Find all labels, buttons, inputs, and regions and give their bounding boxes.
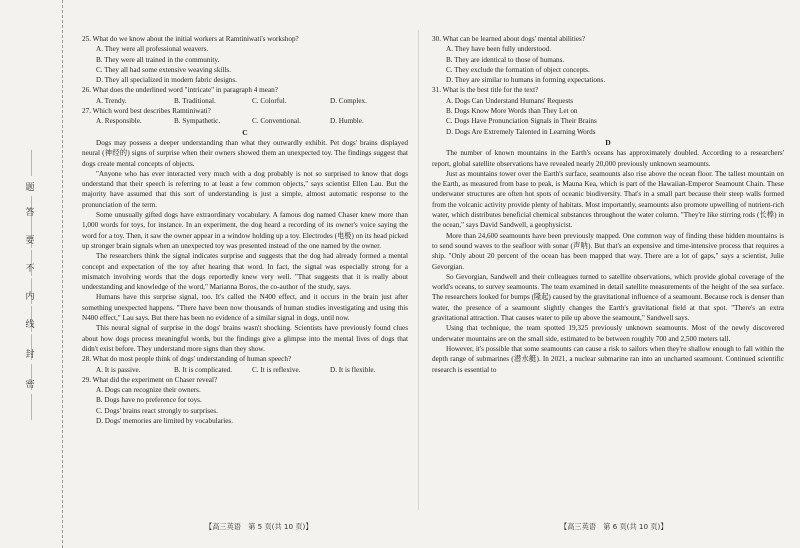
binding-label: 密	[25, 380, 35, 390]
passage-c-paragraph: "Anyone who has ever interacted very much with a dog probably is not so surprised to know that dogs understand that their speech is referring to at least a few common objects," says scientist Ellen Lau. But the majority have assumed that this sort of understanding is just a simple, almost automatic response to the pronunciation of the term.	[82, 169, 408, 209]
question-31-option-c: C. Dogs Have Pronunciation Signals in Their Brains	[446, 117, 597, 126]
question-29-option-d: D. Dogs' memories are limited by vocabularies.	[96, 416, 234, 425]
binding-margin	[0, 0, 63, 548]
question-29-option-c: C. Dogs' brains react strongly to surprises.	[96, 406, 218, 415]
question-28-option-d: D. It is flexible.	[330, 365, 376, 374]
question-28-option-b: B. It is complicated.	[174, 365, 233, 374]
question-28-stem: 28. What do most people think of dogs' understanding of human speech?	[82, 355, 292, 364]
question-29-stem: 29. What did the experiment on Chaser reveal?	[82, 375, 218, 384]
binding-label: 要	[25, 236, 35, 246]
page-footer-left: 【高三英语 第 5 页(共 10 页)】	[205, 522, 313, 531]
right-column	[432, 34, 784, 375]
question-27-option-b: B. Sympathetic.	[174, 117, 221, 126]
binding-label: 内	[25, 292, 35, 302]
passage-d-paragraph: Just as mountains tower over the Earth's surface, seamounts also rise above the ocean floor. The tallest mountain on the Earth, as measured from base to peak, is Mauna Kea, which is part of the Hawaiian-Emperor Seamount Chain. These underwater structures are often hot spots of oceanic biodiversity. That's in a small part because their steep walls formed from the volcanic activity provide plenty of habitats. Most importantly, seamounts also promote upwelling of nutrient-rich water, which distributes beneficial chemical substances throughout the water column. "They're like stirring rods (长棒) in the ocean," says David Sandwell, a geophysicist.	[432, 169, 784, 230]
question-30-option-b: B. They are identical to those of humans.	[446, 55, 565, 64]
passage-d-paragraph: Using that technique, the team spotted 19,325 previously unknown seamounts. Most of the newly discovered underwater mountains are on the small side, estimated to be between roughly 700 and 2,500 meters tall.	[432, 324, 784, 343]
question-28-option-a: A. It is passive.	[96, 365, 141, 374]
passage-c-paragraph: The researchers think the signal indicates surprise and suggests that the dog had already formed a mental concept and expectation of the toy after hearing that word. In fact, the signal was especially strong for a mismatch involving words that the dogs reportedly knew very well. "That suggests that it is really about understanding and knowledge of the word," Marianna Boros, the co-author of the study, says.	[82, 252, 408, 292]
question-28-option-c: C. It is reflexive.	[252, 365, 301, 374]
column-divider	[418, 30, 419, 510]
question-31-option-d: D. Dogs Are Extremely Talented in Learning Words	[446, 127, 596, 136]
question-30-option-c: C. They exclude the formation of object concepts.	[446, 65, 590, 74]
binding-tick	[31, 394, 32, 420]
passage-c-paragraph: Humans have this surprise signal, too. It's called the N400 effect, and it occurs in the brain just after something unexpected happens. "There have been now thousands of human studies investigating and using this N400 effect," Lau says. But there has been no evidence of a similar signal in dogs, until now.	[82, 293, 408, 323]
question-29-option-a: A. Dogs can recognize their owners.	[96, 386, 201, 395]
question-27-options	[96, 116, 408, 126]
passage-c-paragraph: This neural signal of surprise in the dogs' brains wasn't shocking. Scientists have previously found clues about how dogs process meaningful words, but the findings give a glimpse into the mental lives of dogs that didn't exist before. They understand more signs than they show.	[82, 324, 408, 353]
question-25-option-d: D. They all specialized in modern fabric designs.	[96, 76, 237, 85]
binding-label: 不	[25, 264, 35, 274]
binding-label: 封	[25, 350, 35, 360]
question-25-option-b: B. They were all trained in the community.	[96, 55, 220, 64]
question-31-option-a: A. Dogs Can Understand Humans' Requests	[446, 96, 574, 105]
question-31-stem: 31. What is the best title for the text?	[432, 86, 539, 95]
question-27-option-d: D. Humble.	[330, 117, 364, 126]
left-column	[82, 34, 408, 426]
question-26-option-a: A. Trendy.	[96, 96, 127, 105]
passage-c-paragraph: Dogs may possess a deeper understanding than what they outwardly exhibit. Pet dogs' brains displayed neural (神经的) signs of surprise when their owners showed them an unexpected toy. The findings suggest that dogs create mental concepts of objects.	[82, 138, 408, 168]
question-29-option-b: B. Dogs have no preference for toys.	[96, 396, 202, 405]
question-28-options	[96, 365, 408, 375]
page-footer-right: 【高三英语 第 6 页(共 10 页)】	[560, 522, 668, 531]
question-26-option-d: D. Complex.	[330, 96, 367, 105]
question-30-stem: 30. What can be learned about dogs' mental abilities?	[432, 35, 586, 43]
question-30-option-d: D. They are similar to humans in forming expectations.	[446, 76, 606, 85]
question-26-options	[96, 96, 408, 106]
passage-d-paragraph: However, it's possible that some seamounts can cause a risk to sailors when they're shallow enough to fall within the depth range of submarines (潜水艇). In 2021, a nuclear submarine ran into an uncharted seamount. Continued scientific research is essential to	[432, 344, 784, 374]
question-31-option-b: B. Dogs Know More Words than They Let on	[446, 107, 578, 116]
question-26-stem: 26. What does the underlined word "intricate" in paragraph 4 mean?	[82, 86, 278, 95]
question-30-option-a: A. They have been fully understood.	[446, 45, 552, 54]
question-27-option-a: A. Responsible.	[96, 117, 142, 126]
binding-label: 题	[25, 183, 35, 193]
question-26-option-c: C. Colorful.	[252, 96, 287, 105]
question-25-stem: 25. What do we know about the initial workers at Ramtiniwati's workshop?	[82, 35, 299, 43]
question-27-option-c: C. Conventional.	[252, 117, 301, 126]
question-25-option-c: C. They all had some extensive weaving skills.	[96, 65, 232, 74]
binding-label: 线	[25, 320, 35, 330]
question-27-stem: 27. Which word best describes Ramtiniwati?	[82, 107, 211, 116]
passage-c-paragraph: Some unusually gifted dogs have extraordinary vocabulary. A famous dog named Chaser knew more than 1,000 words for toys, for instance. In an experiment, the dog heard a recording of its owner's voice saying the word for a toy. Then, it saw the owner appear in a window holding up a toy. Electrodes (电极) on its head picked up stronger brain signals when an unexpected toy was presented instead of the one named by the owner.	[82, 211, 408, 250]
section-d-title: D	[605, 137, 611, 147]
passage-d-paragraph: So Gevorgian, Sandwell and their colleagues turned to satellite observations, which provide global coverage of the world's oceans, to survey seamounts. The team examined in detail satellite measurements of the height of the sea surface. The researchers looked for bumps (隆起) caused by the gravitational influence of a seamount. Because rock is denser than water, the presence of a seamount slightly changes the Earth's gravitational field at that spot. "There's an extra gravitational attraction. That causes water to pile up above the seamount," Sandwell says.	[432, 272, 784, 323]
binding-tick	[31, 150, 32, 176]
binding-label: 答	[25, 208, 35, 218]
question-25-option-a: A. They were all professional weavers.	[96, 45, 209, 54]
question-26-option-b: B. Traditional.	[174, 96, 216, 105]
section-c-title: C	[242, 127, 248, 137]
passage-d-paragraph: More than 24,600 seamounts have been previously mapped. One common way of finding these hidden mountains is to send sound waves to the seafloor with sonar (声呐). But that's an expensive and time-intensive process that requires a ship. "Only about 20 percent of the ocean has been mapped that way. There are a lot of gaps," says a scientist, Julie Gevorgian.	[432, 231, 784, 271]
passage-d-paragraph: The number of known mountains in the Earth's oceans has approximately doubled. According to a researchers' report, global satellite observations have revealed nearly 20,000 previously unknown seamounts.	[432, 149, 784, 168]
